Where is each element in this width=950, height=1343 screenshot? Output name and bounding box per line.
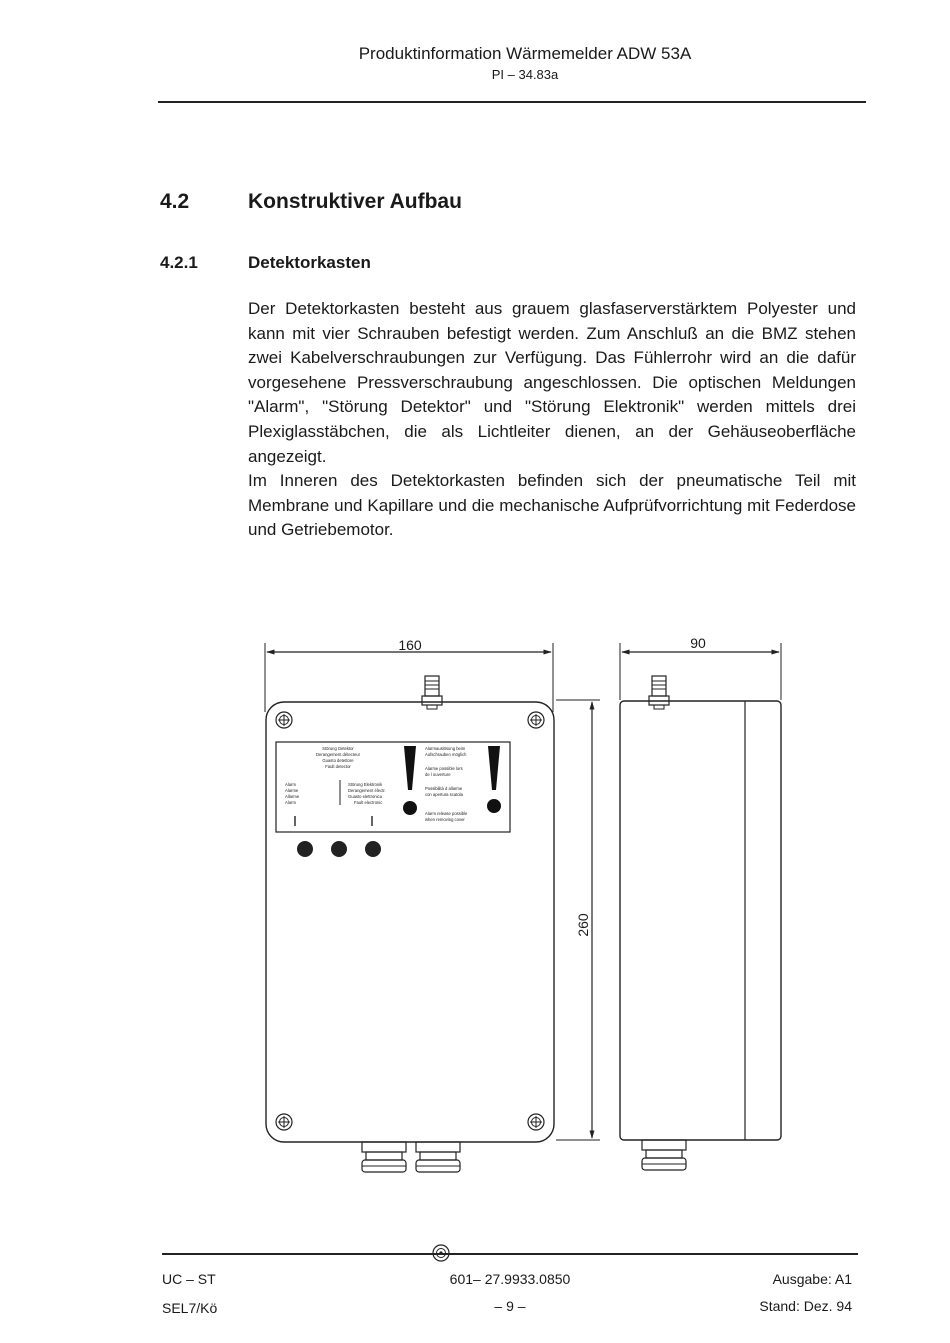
height-dimension: [556, 700, 600, 1140]
svg-text:Derangement électr.: Derangement électr.: [348, 788, 386, 793]
footer-document-number: 601– 27.9933.0850: [449, 1271, 571, 1287]
svg-text:Fault electronic: Fault electronic: [354, 800, 383, 805]
subsection-title: Detektorkasten: [248, 253, 371, 272]
section-title: Konstruktiver Aufbau: [248, 190, 462, 213]
svg-text:Alarmauslösung beim: Alarmauslösung beim: [425, 746, 466, 751]
svg-text:con apertura scatola: con apertura scatola: [425, 792, 463, 797]
svg-text:when removing cover: when removing cover: [425, 817, 465, 822]
svg-text:Störung Elektronik: Störung Elektronik: [348, 782, 383, 787]
footer-page-number: – 9 –: [494, 1298, 526, 1314]
svg-text:Derangement détecteur: Derangement détecteur: [316, 752, 360, 757]
svg-text:Alarm: Alarm: [285, 800, 296, 805]
body-paragraph-2: Im Inneren des Detektorkasten befinden sich der pneumatische Teil mit Membrane und Kapillare und die mechanische Aufprüfvorrichtung mit Federdose und Getriebemotor.: [248, 471, 856, 540]
footer-date: Stand: Dez. 94: [759, 1298, 852, 1314]
svg-text:de l ouverture: de l ouverture: [425, 772, 451, 777]
svg-text:Alarme possible lors: Alarme possible lors: [425, 766, 463, 771]
svg-text:Possibilità d allarme: Possibilità d allarme: [425, 786, 463, 791]
svg-text:Guasto detettore: Guasto detettore: [322, 758, 354, 763]
front-view: [266, 676, 554, 1172]
document-title: Produktinformation Wärmemelder ADW 53A: [358, 44, 692, 63]
subsection-number: 4.2.1: [160, 253, 198, 272]
body-paragraph-1: Der Detektorkasten besteht aus grauem glasfaserverstärktem Polyester und kann mit vier Schrauben befestigt werden. Zum Anschluß an die BMZ stehen zwei Kabelverschraubungen zur Verfügung. Das Fühlerrohr wird an die dafür vorgesehene Pressverschraubung angeschlossen. Die optischen Meldungen "Alarm", "Störung Detektor" und "Störung Elektronik" werden mittels drei Plexiglasstäbchen, die als Lichtleiter dienen, an der Gehäuseoberfläche angezeigt.: [248, 299, 856, 466]
footer-edition: Ausgabe: A1: [772, 1271, 852, 1287]
section-number: 4.2: [160, 190, 190, 213]
svg-text:Allarme: Allarme: [285, 794, 300, 799]
footer-author: SEL7/Kö: [162, 1300, 218, 1316]
svg-text:Alarm release possible: Alarm release possible: [425, 811, 468, 816]
side-width-dimension: [620, 635, 781, 700]
svg-text:Guasto elettronica: Guasto elettronica: [348, 794, 382, 799]
dim-label-160: 160: [398, 637, 422, 653]
svg-text:Alarme: Alarme: [285, 788, 299, 793]
footer-department: UC – ST: [162, 1271, 216, 1287]
svg-text:Aufschrauben möglich: Aufschrauben möglich: [425, 752, 467, 757]
plate-labels: [285, 746, 468, 822]
document-subtitle: PI – 34.83a: [491, 67, 559, 82]
side-view: [620, 676, 781, 1170]
svg-text:Alarm: Alarm: [285, 782, 296, 787]
dim-label-260: 260: [575, 913, 591, 937]
svg-text:Fault detector: Fault detector: [325, 764, 351, 769]
dim-label-90: 90: [690, 635, 706, 651]
svg-text:Störung Detektor: Störung Detektor: [322, 746, 354, 751]
footer-rule: [162, 1253, 858, 1255]
front-width-dimension: [265, 637, 553, 712]
